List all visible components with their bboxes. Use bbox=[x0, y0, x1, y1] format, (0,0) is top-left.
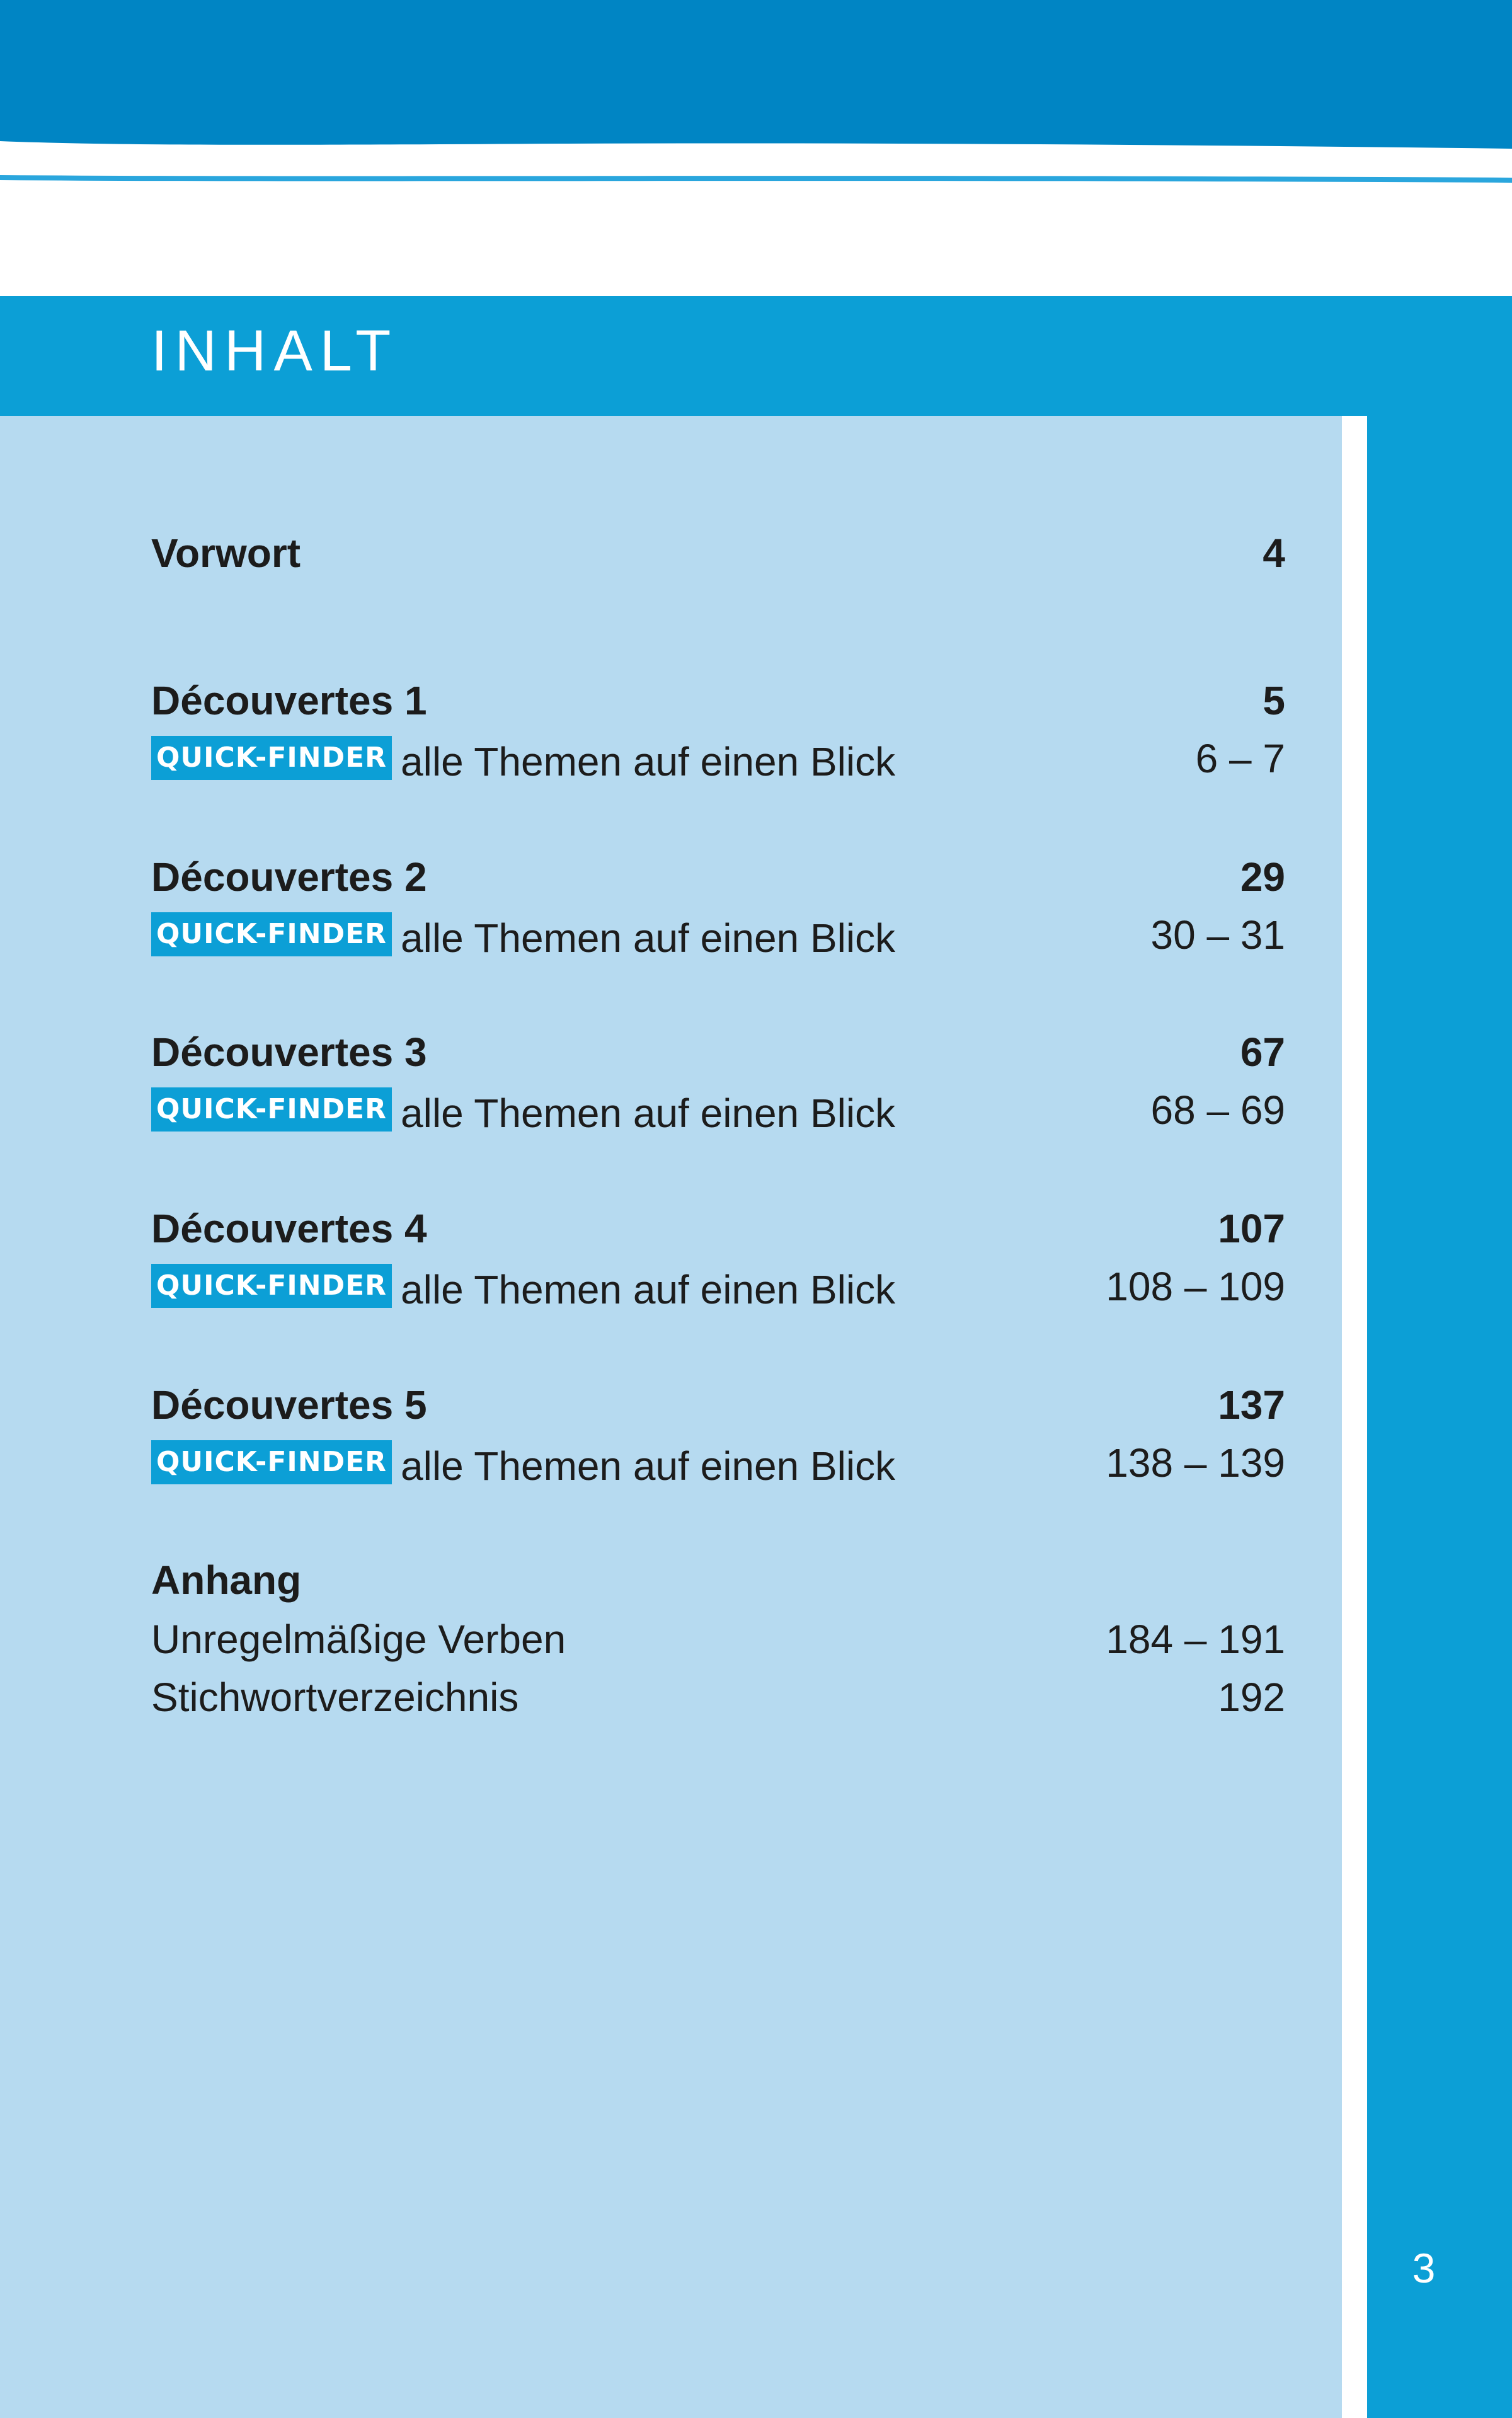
toc-entry-label: Vorwort bbox=[151, 530, 301, 576]
toc-entry-label: Stichwortverzeichnis bbox=[151, 1675, 519, 1720]
toc-section-page: 67 bbox=[1240, 1029, 1285, 1075]
quick-finder-label: alle Themen auf einen Blick bbox=[401, 1443, 896, 1489]
quick-finder-pages: 6 – 7 bbox=[1195, 736, 1285, 781]
toc-section-title[interactable] bbox=[151, 673, 1285, 728]
toc-section-label: Découvertes 4 bbox=[151, 1206, 427, 1251]
quick-finder-pages: 138 – 139 bbox=[1106, 1440, 1285, 1486]
quick-finder-badge: QUICK-FINDER bbox=[151, 1264, 392, 1308]
toc-quickfinder-entry[interactable] bbox=[151, 1435, 1285, 1491]
toc-entry-vorwort[interactable] bbox=[151, 525, 1285, 581]
toc-section-title[interactable] bbox=[151, 1024, 1285, 1080]
quick-finder-label: alle Themen auf einen Blick bbox=[401, 915, 896, 961]
quick-finder-label: alle Themen auf einen Blick bbox=[401, 739, 896, 785]
toc-entry-label: Unregelmäßige Verben bbox=[151, 1617, 566, 1662]
toc-entry[interactable] bbox=[151, 1612, 1285, 1667]
toc-section-label: Découvertes 1 bbox=[151, 678, 427, 723]
quick-finder-pages: 68 – 69 bbox=[1150, 1087, 1285, 1133]
toc-section-title[interactable] bbox=[151, 849, 1285, 905]
quick-finder-badge: QUICK-FINDER bbox=[151, 1440, 392, 1484]
toc-quickfinder-entry[interactable] bbox=[151, 907, 1285, 963]
quick-finder-pages: 108 – 109 bbox=[1106, 1264, 1285, 1309]
toc-section-label: Découvertes 2 bbox=[151, 854, 427, 900]
toc-section-title-anhang[interactable] bbox=[151, 1552, 1285, 1608]
toc-section-page: 107 bbox=[1218, 1206, 1285, 1251]
toc-section-page: 29 bbox=[1240, 854, 1285, 900]
toc-quickfinder-entry[interactable] bbox=[151, 1259, 1285, 1314]
toc-section-title[interactable] bbox=[151, 1201, 1285, 1256]
toc-section-page: 137 bbox=[1218, 1382, 1285, 1428]
quick-finder-pages: 30 – 31 bbox=[1150, 912, 1285, 958]
toc-quickfinder-entry[interactable] bbox=[151, 731, 1285, 786]
toc-quickfinder-entry[interactable] bbox=[151, 1082, 1285, 1138]
toc-entry-page: 192 bbox=[1218, 1675, 1285, 1720]
toc-entry-page: 184 – 191 bbox=[1106, 1617, 1285, 1662]
top-decorative-band bbox=[0, 0, 1512, 189]
side-strip bbox=[1367, 416, 1512, 2418]
toc-entry[interactable] bbox=[151, 1670, 1285, 1725]
quick-finder-label: alle Themen auf einen Blick bbox=[401, 1091, 896, 1137]
quick-finder-label: alle Themen auf einen Blick bbox=[401, 1267, 896, 1313]
page-number: 3 bbox=[1412, 2245, 1436, 2291]
page-title: INHALT bbox=[151, 319, 399, 383]
toc-entry-page: 4 bbox=[1263, 530, 1285, 576]
quick-finder-badge: QUICK-FINDER bbox=[151, 912, 392, 956]
toc-section-label: Découvertes 5 bbox=[151, 1382, 427, 1428]
toc-section-title[interactable] bbox=[151, 1377, 1285, 1433]
quick-finder-badge: QUICK-FINDER bbox=[151, 1087, 392, 1132]
toc-section-label: Anhang bbox=[151, 1557, 302, 1603]
toc-section-label: Découvertes 3 bbox=[151, 1029, 427, 1075]
toc-section-page: 5 bbox=[1263, 678, 1285, 723]
quick-finder-badge: QUICK-FINDER bbox=[151, 736, 392, 780]
